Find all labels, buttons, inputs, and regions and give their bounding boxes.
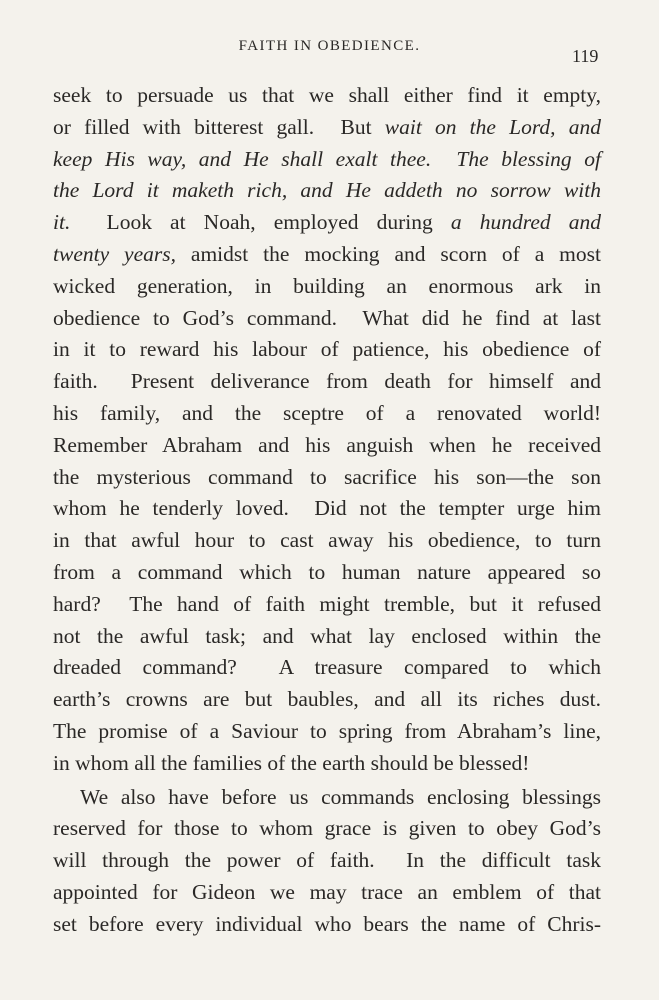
running-title: FAITH IN OBEDIENCE. [238, 38, 421, 54]
text-line [53, 239, 601, 271]
text-run: set before every individual who bears the name of Chris- [53, 911, 601, 936]
text-line [53, 525, 601, 557]
text-line [53, 462, 601, 494]
text-line [53, 271, 601, 303]
text-line [53, 877, 601, 909]
text-run: We also have before us commands enclosing blessings [80, 784, 601, 809]
text-run: appointed for Gideon we may trace an emblem of that [53, 879, 601, 904]
text-run: amidst the mocking and scorn of a most [175, 241, 601, 266]
text-run: wicked generation, in building an enormous ark in [53, 273, 601, 298]
text-line [53, 398, 601, 430]
italic-text: it. [53, 210, 71, 235]
text-run: obedience to God’s command. What did he find at last [53, 305, 601, 330]
text-run: earth’s crowns are but baubles, and all its riches dust. [53, 687, 601, 712]
text-line [53, 430, 601, 462]
text-run: whom he tenderly loved. Did not the tempter urge him [53, 496, 601, 521]
text-run: Remember Abraham and his anguish when he received [53, 432, 601, 457]
text-run: the mysterious command to sacrifice his son—the son [53, 464, 601, 489]
text-line [53, 589, 601, 621]
text-run: reserved for those to whom grace is given to obey God’s [53, 816, 601, 841]
text-line [53, 303, 601, 335]
text-run: not the awful task; and what lay enclosed within the [53, 623, 601, 648]
italic-text: wait on the Lord, and [384, 114, 601, 139]
text-run: Look at Noah, employed during [70, 210, 451, 235]
text-run: hard? The hand of faith might tremble, but it refused [53, 591, 601, 616]
text-line [53, 813, 601, 845]
text-run: from a command which to human nature appeared so [53, 559, 601, 584]
text-run: in it to reward his labour of patience, his obedience of [53, 337, 601, 362]
text-run: seek to persuade us that we shall either find it empty, [53, 83, 601, 107]
text-run: The promise of a Saviour to spring from Abraham’s line, [53, 718, 601, 743]
text-run: in that awful hour to cast away his obedience, to turn [53, 528, 601, 553]
body-text [53, 80, 601, 941]
text-line [53, 652, 601, 684]
text-line [53, 557, 601, 589]
text-line [53, 334, 601, 366]
text-run: in whom all the families of the earth should be blessed! [53, 750, 530, 775]
text-line [53, 716, 601, 748]
page-number: 119 [572, 46, 599, 66]
text-run: dreaded command? A treasure compared to which [53, 655, 601, 680]
text-line [53, 493, 601, 525]
text-line [53, 366, 601, 398]
text-line [53, 175, 601, 207]
text-line [53, 782, 601, 814]
text-line [53, 112, 601, 144]
text-line [53, 207, 601, 239]
text-line [53, 909, 601, 941]
text-line [53, 748, 601, 780]
text-line [53, 845, 601, 877]
italic-text: a hundred and [450, 210, 601, 235]
text-line [53, 621, 601, 653]
italic-text: twenty years, [53, 241, 176, 266]
text-line [53, 80, 601, 112]
paragraph [53, 782, 601, 941]
text-run: his family, and the sceptre of a renovated world! [53, 400, 601, 425]
text-run: faith. Present deliverance from death for himself and [53, 369, 601, 394]
paragraph [53, 80, 601, 780]
italic-text: the Lord it maketh rich, and He addeth no sorrow with [53, 178, 601, 203]
text-line [53, 684, 601, 716]
text-line [53, 144, 601, 176]
text-run: or filled with bitterest gall. But [53, 114, 385, 139]
italic-text: keep His way, and He shall exalt thee. The blessing of [53, 146, 601, 171]
text-run: will through the power of faith. In the difficult task [53, 848, 601, 873]
